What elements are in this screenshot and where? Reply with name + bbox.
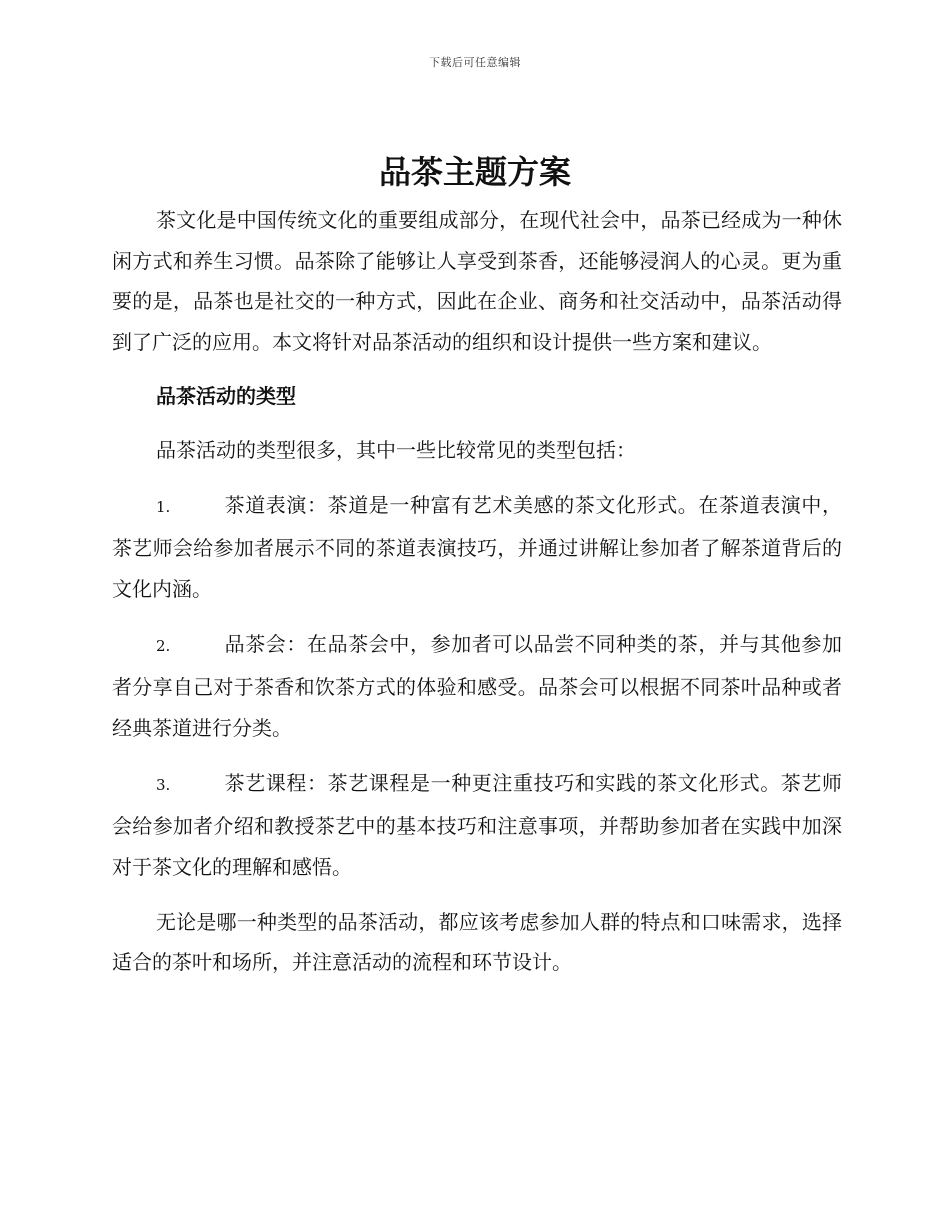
list-item (112, 763, 842, 888)
section-lead-paragraph: 品茶活动的类型很多，其中一些比较常见的类型包括： (156, 438, 636, 462)
header-note: 下载后可任意编辑 (429, 56, 521, 69)
section-heading: 品茶活动的类型 (156, 384, 296, 408)
document-body (112, 200, 842, 983)
list-item-text: 茶道表演：茶道是一种富有艺术美感的茶文化形式。在茶道表演中，茶艺师会给参加者展示不同的茶道表演技巧，并通过讲解让参加者了解茶道背后的文化内涵。 (112, 492, 842, 601)
closing-paragraph: 无论是哪一种类型的品茶活动，都应该考虑参加人群的特点和口味需求，选择适合的茶叶和场所，并注意活动的流程和环节设计。 (112, 909, 842, 974)
list-item (112, 624, 842, 749)
page-title: 品茶主题方案 (378, 153, 571, 191)
list-item-text: 茶艺课程：茶艺课程是一种更注重技巧和实践的茶文化形式。茶艺师会给参加者介绍和教授茶艺中的基本技巧和注意事项，并帮助参加者在实践中加深对于茶文化的理解和感悟。 (112, 770, 842, 879)
list-item-number: 1. (156, 497, 171, 516)
list-item-number: 2. (156, 636, 171, 655)
list-item-text: 品茶会：在品茶会中，参加者可以品尝不同种类的茶，并与其他参加者分享自己对于茶香和饮茶方式的体验和感受。品茶会可以根据不同茶叶品种或者经典茶道进行分类。 (112, 631, 842, 740)
list-item (112, 485, 842, 610)
list-item-number: 3. (156, 775, 171, 794)
intro-paragraph: 茶文化是中国传统文化的重要组成部分，在现代社会中，品茶已经成为一种休闲方式和养生习惯。品茶除了能够让人享受到茶香，还能够浸润人的心灵。更为重要的是，品茶也是社交的一种方式，因此在企业、商务和社交活动中，品茶活动得到了广泛的应用。本文将针对品茶活动的组织和设计提供一些方案和建议。 (112, 208, 842, 354)
